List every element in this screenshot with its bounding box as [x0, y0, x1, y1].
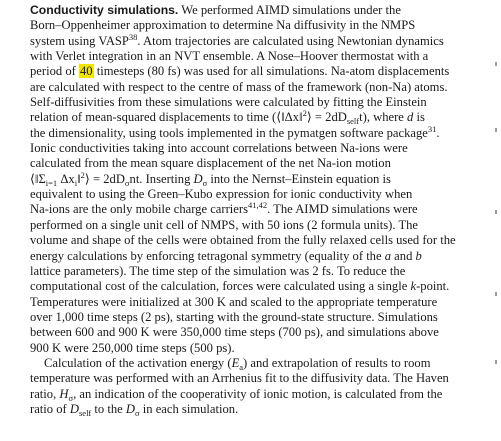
text-line	[30, 18, 488, 33]
subscript: σ	[202, 177, 208, 188]
text-line	[30, 169, 488, 188]
text-line	[30, 264, 488, 279]
text-run: . The AIMD simulations were	[267, 202, 418, 217]
subscript: i=1	[45, 177, 58, 188]
text-run: ratio,	[30, 386, 60, 401]
text-run: ⟩ = 2dD	[84, 171, 125, 186]
paragraph-activation-energy	[30, 356, 488, 417]
text-run: energy calculations by enforcing tetragonal symmetry (equality of the	[30, 248, 385, 263]
text-run: is	[413, 110, 425, 125]
text-run: Δx	[57, 171, 75, 186]
text-line	[30, 233, 488, 248]
text-run: with Verlet integration in an NVT ensemble. A Nose–Hoover thermostat with a	[30, 49, 429, 64]
text-line	[30, 249, 488, 264]
section-heading: Conductivity simulations.	[30, 3, 179, 17]
text-line	[30, 141, 488, 156]
text-line	[30, 64, 488, 79]
superscript: 41,42	[247, 200, 268, 211]
text-run: We performed AIMD simulations under the	[178, 3, 401, 17]
methods-text-column	[30, 3, 488, 417]
subscript: a	[239, 361, 244, 372]
text-run: t), where	[359, 110, 408, 125]
text-run: lattice parameters). The time step of the simulation was 2 fs. To reduce the	[30, 263, 406, 278]
italic-symbol: d	[407, 110, 414, 125]
text-run: the dimensionality, using tools implemented in the pymatgen software package	[30, 125, 428, 140]
superscript: 2	[80, 169, 85, 180]
superscript: 38	[128, 31, 138, 42]
text-run: and	[391, 248, 416, 263]
text-run: Self-diffusivities from these simulations were calculated by fitting the Einstein	[30, 95, 427, 110]
subscript: self	[78, 407, 92, 418]
text-line	[30, 156, 488, 171]
highlighted-text: 40	[79, 64, 93, 79]
italic-symbol: k	[410, 279, 417, 294]
text-run: performed on a single unit cell of NMPS, with 50 ions (2 formula units). The	[30, 217, 419, 232]
text-run: equivalent to using the Green–Kubo expression for ionic conductivity when	[30, 187, 413, 202]
text-run: timesteps (80 fs) was used for all simulations. Na-atom displacements	[93, 64, 450, 79]
text-run: between 600 and 900 K were 350,000 time steps (700 ps), and simulations above	[30, 325, 439, 340]
text-line	[30, 371, 488, 386]
text-line	[30, 3, 488, 18]
text-run: 900 K were 250,000 time steps (500 ps).	[30, 340, 235, 355]
text-line	[30, 95, 488, 110]
text-line	[30, 341, 488, 356]
text-run: , an indication of the cooperativity of ionic motion, is calculated from the	[73, 386, 443, 401]
text-line	[30, 31, 488, 49]
superscript: 31	[427, 123, 437, 134]
text-line	[30, 356, 488, 371]
italic-symbol: b	[415, 248, 422, 263]
text-run: temperature was performed with an Arrhenius fit to the diffusivity data. The Haven	[30, 371, 449, 386]
text-run: relation of mean-squared displacements to time (⟨‖Δx‖	[30, 110, 303, 125]
text-run: ⟨‖Σ	[30, 171, 46, 186]
text-run: into the Nernst–Einstein equation is	[207, 171, 391, 186]
text-line	[30, 202, 488, 217]
text-run: -point.	[416, 279, 450, 294]
text-run: .	[436, 125, 440, 140]
italic-symbol: D	[193, 171, 203, 186]
text-line	[30, 80, 488, 95]
subscript: i	[74, 177, 78, 188]
italic-symbol: E	[231, 355, 240, 370]
text-run: to the	[91, 401, 126, 416]
subscript: σ	[135, 407, 140, 418]
subscript: self	[346, 116, 360, 127]
text-run: Na-ions are the only mobile charge carriers	[30, 202, 248, 217]
text-run: ratio of	[30, 401, 70, 416]
text-line	[30, 402, 488, 417]
text-run: are calculated with respect to the centre of mass of the framework (non-Na) atoms.	[30, 79, 448, 94]
italic-symbol: D	[69, 401, 79, 416]
text-line	[30, 49, 488, 64]
text-run: system using VASP	[30, 33, 129, 48]
italic-symbol: a	[384, 248, 392, 263]
italic-symbol: D	[125, 401, 136, 416]
paragraph-conductivity-simulations	[30, 3, 488, 356]
text-run: ‖	[77, 171, 81, 186]
text-run: ) and extrapolation of results to room	[243, 355, 431, 370]
page-edge-marks	[491, 0, 501, 441]
text-run: ⟩ = 2dD	[306, 110, 347, 125]
text-line	[30, 387, 488, 402]
subscript: σ	[68, 392, 74, 403]
text-run: Born–Oppenheimer approximation to determine Na diffusivity in the NMPS	[30, 18, 416, 33]
text-run: Ionic conductivities taking into account correlations between Na-ions were	[30, 141, 408, 156]
text-line	[30, 279, 488, 294]
text-run: nt. Inserting	[129, 171, 194, 186]
text-line	[30, 310, 488, 325]
superscript: 2	[302, 108, 307, 119]
text-run: in each simulation.	[139, 401, 239, 416]
italic-symbol: H	[59, 386, 69, 401]
text-line	[30, 110, 488, 125]
text-run: Calculation of the activation energy (	[44, 355, 232, 370]
text-line	[30, 325, 488, 340]
text-run: Temperatures were initialized at 300 K and scaled to the appropriate temperature	[30, 294, 438, 309]
text-run: period of	[30, 64, 79, 79]
text-run: . Atom trajectories are calculated using Newtonian dynamics	[137, 33, 444, 48]
text-line	[30, 123, 488, 141]
text-run: volume and shape of the cells were obtained from the fully relaxed cells used for the	[30, 233, 456, 248]
text-run: over 1,000 time steps (2 ps), starting with the ground-state structure. Simulations	[30, 309, 438, 324]
subscript: σ	[124, 177, 130, 188]
text-run: computational cost of the calculation, forces were calculated using a single	[30, 279, 411, 294]
text-run: calculated from the mean square displacement of the net Na-ion motion	[30, 156, 391, 171]
text-line	[30, 218, 488, 233]
text-line	[30, 295, 488, 310]
